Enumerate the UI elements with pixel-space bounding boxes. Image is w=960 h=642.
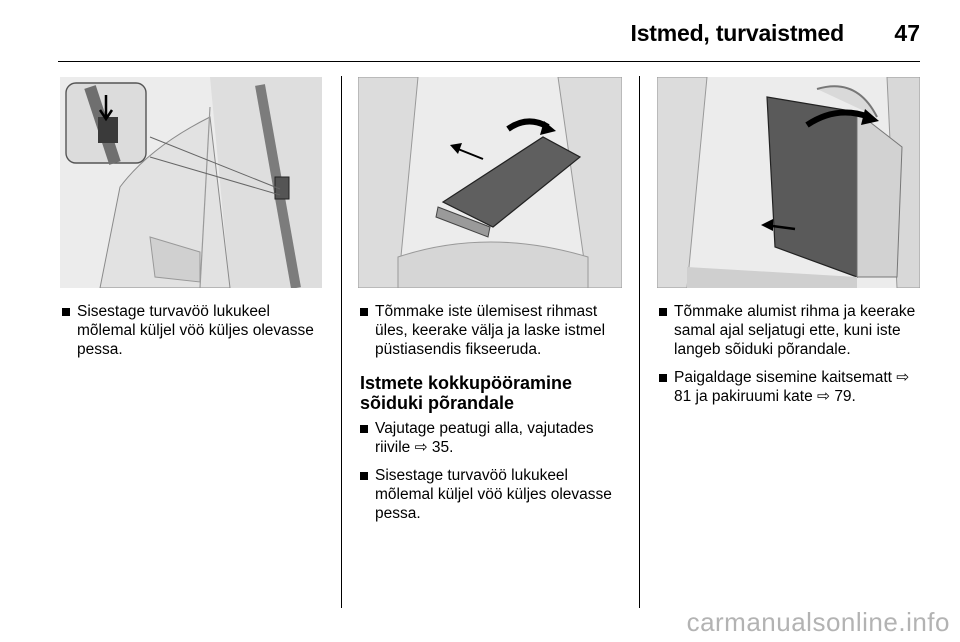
column-2-text [360,302,628,532]
seat-raise-illustration [358,77,622,288]
instruction-bullet: Tõmmake iste ülemisest rihmast üles, keerake välja ja laske istmel püstiasendis fikseeruda. [360,302,628,359]
bullet-square-icon [659,374,667,382]
bullet-square-icon [360,472,368,480]
page-header [0,0,960,60]
section-title: Istmed, turvaistmed [630,20,844,46]
instruction-bullet: Paigaldage sisemine kaitsematt ⇨ 81 ja pakiruumi kate ⇨ 79. [659,368,921,406]
instruction-bullet: Sisestage turvavöö lukukeel mõlemal küljel vöö küljes olevasse pessa. [360,466,628,523]
bullet-square-icon [360,425,368,433]
column-1-text [62,302,332,368]
bullet-square-icon [659,308,667,316]
column-divider [639,76,640,608]
bullet-square-icon [360,308,368,316]
instruction-bullet: Sisestage turvavöö lukukeel mõlemal küljel vöö küljes olevasse pessa. [62,302,332,359]
header-rule [58,61,920,62]
column-divider [341,76,342,608]
bullet-square-icon [62,308,70,316]
column-3-text [659,302,921,415]
instruction-bullet: Tõmmake alumist rihma ja keerake samal ajal seljatugi ette, kuni iste langeb sõiduki põrandale. [659,302,921,359]
instruction-bullet: Vajutage peatugi alla, vajutades riivile ⇨ 35. [360,419,628,457]
page-number: 47 [894,20,920,46]
seatbelt-illustration [60,77,322,288]
watermark: carmanualsonline.info [686,607,950,637]
seatback-fold-illustration [657,77,920,288]
section-heading: Istmete kokkupööramine sõiduki põrandale [360,373,573,413]
